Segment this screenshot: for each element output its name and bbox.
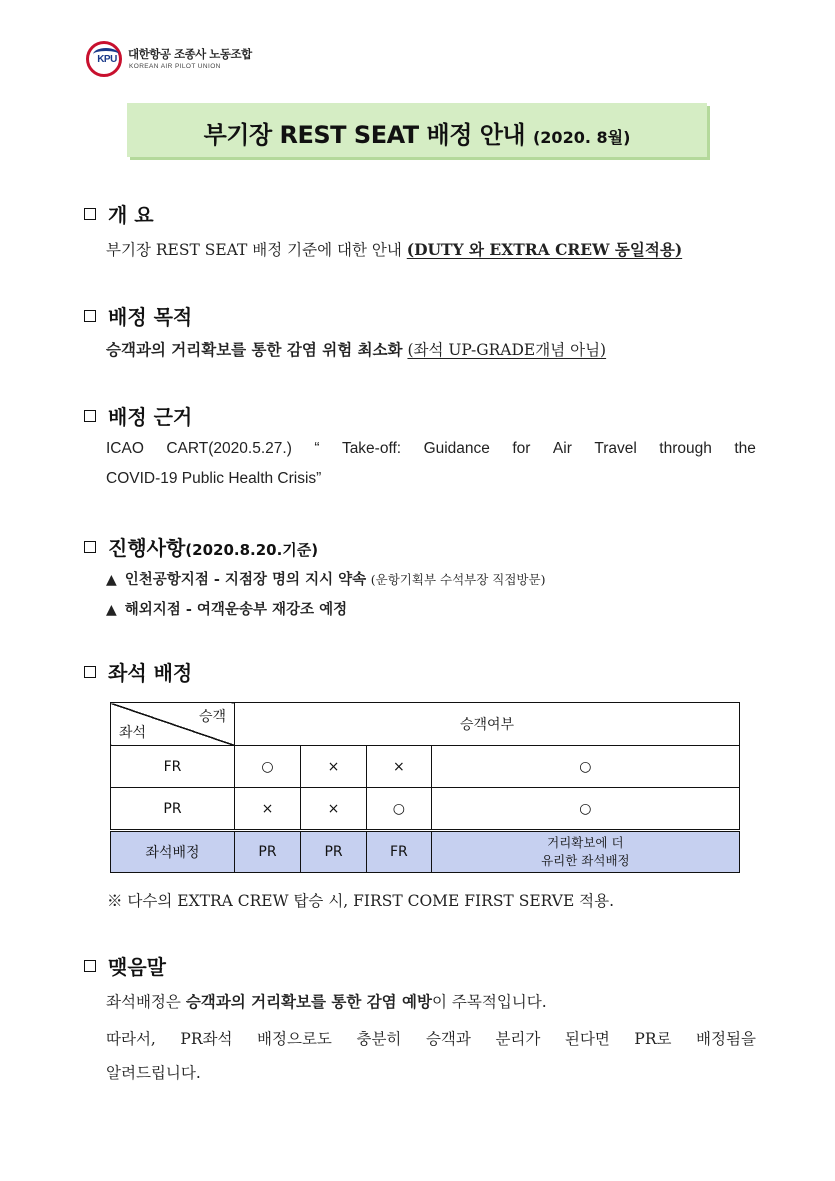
word: ICAO	[106, 440, 144, 457]
corner-bottom-label: 좌석	[119, 725, 147, 741]
closing-emphasis: 승객과의 거리확보를 통한 감염 예방	[185, 992, 432, 1011]
progress-item	[106, 598, 347, 619]
assignment-row	[111, 831, 740, 873]
table-cell: ○	[367, 788, 432, 831]
table-cell: ×	[301, 788, 367, 831]
heading-text: 배정 목적	[108, 305, 193, 329]
overview-main: 부기장 REST SEAT 배정 기준에 대한 안내	[106, 241, 402, 259]
table-cell: ○	[431, 746, 739, 788]
row-label: FR	[111, 746, 235, 788]
closing-text: 좌석배정은	[106, 993, 181, 1011]
heading-text: 맺음말	[108, 955, 166, 979]
triangle-bullet-icon: ▲	[106, 602, 117, 618]
section-heading-progress	[84, 532, 318, 561]
corner-top-label: 승객	[198, 709, 226, 725]
cell-line: 유리한 좌석배정	[541, 853, 630, 868]
section-heading-basis	[84, 401, 192, 430]
section-heading-purpose	[84, 301, 192, 330]
heading-text: 진행사항	[108, 536, 186, 560]
closing-text: 이 주목적입니다.	[432, 993, 547, 1011]
closing-paragraph	[106, 1027, 756, 1083]
table-row	[111, 746, 740, 788]
word: 분리가	[495, 1030, 541, 1048]
word: 충분히	[356, 1030, 402, 1048]
progress-item-note: (운항기획부 수석부장 직접방문)	[370, 572, 546, 587]
word: CART(2020.5.27.)	[166, 440, 292, 457]
section-heading-seating	[84, 657, 192, 686]
closing-line-1	[106, 990, 547, 1012]
heading-text: 좌석 배정	[108, 661, 193, 685]
word: 따라서,	[106, 1030, 156, 1048]
progress-item	[106, 568, 545, 589]
closing-line-2	[106, 1027, 756, 1061]
section-heading-overview	[84, 199, 154, 228]
purpose-text	[106, 338, 606, 360]
row-label: 좌석배정	[111, 831, 235, 873]
word: Travel	[594, 440, 637, 457]
purpose-main: 승객과의 거리확보를 통한 감염 위험 최소화	[106, 340, 403, 359]
table-cell: ×	[301, 746, 367, 788]
word: Take-off:	[341, 440, 402, 457]
word: Air	[552, 440, 572, 457]
overview-emphasis: (DUTY 와 EXTRA CREW 동일적용)	[406, 240, 683, 259]
triangle-bullet-icon: ▲	[106, 572, 117, 588]
word: PR좌석	[180, 1030, 233, 1048]
table-header-row	[111, 703, 740, 746]
table-cell: PR	[235, 831, 301, 873]
table-corner-cell	[111, 703, 235, 746]
word: PR로	[634, 1030, 672, 1048]
table-header: 승객여부	[235, 703, 740, 746]
table-cell: PR	[301, 831, 367, 873]
purpose-note: (좌석 UP-GRADE개념 아님)	[407, 341, 607, 359]
table-cell: ○	[235, 746, 301, 788]
square-bullet-icon	[84, 541, 96, 553]
table-cell: ○	[431, 788, 739, 831]
table-cell: ×	[367, 746, 432, 788]
union-logo	[86, 41, 266, 81]
square-bullet-icon	[84, 410, 96, 422]
progress-item-text: 인천공항지점 - 지점장 명의 지시 약속	[124, 571, 367, 588]
square-bullet-icon	[84, 208, 96, 220]
seating-note: ※ 다수의 EXTRA CREW 탑승 시, FIRST COME FIRST SERVE 적용.	[107, 892, 615, 910]
heading-text: 개 요	[108, 203, 154, 227]
row-label: PR	[111, 788, 235, 831]
title-banner	[127, 103, 707, 157]
table-cell: FR	[367, 831, 432, 873]
closing-line-3: 알려드립니다.	[106, 1064, 201, 1082]
word: “	[314, 440, 320, 457]
word: 배정으로도	[257, 1030, 332, 1048]
logo-emblem	[86, 41, 122, 77]
word: for	[512, 440, 531, 457]
title-main: 부기장 REST SEAT 배정 안내	[203, 121, 526, 149]
heading-text: 배정 근거	[108, 405, 193, 429]
table-cell	[431, 831, 739, 873]
square-bullet-icon	[84, 960, 96, 972]
cell-line: 거리확보에 더	[547, 835, 624, 850]
word: 된다면	[564, 1030, 610, 1048]
basis-line-1	[106, 440, 756, 470]
section-heading-closing	[84, 951, 166, 980]
square-bullet-icon	[84, 666, 96, 678]
word: through	[659, 440, 712, 457]
progress-item-text: 해외지점 - 여객운송부 재강조 예정	[124, 601, 348, 618]
basis-line-2: COVID-19 Public Health Crisis”	[106, 470, 322, 487]
logo-mark: KPU	[97, 54, 117, 65]
word: Guidance	[423, 440, 490, 457]
logo-subtitle: KOREAN AIR PILOT UNION	[129, 63, 221, 70]
basis-text	[106, 440, 756, 488]
table-cell: ×	[235, 788, 301, 831]
document-title	[127, 115, 707, 150]
table-row	[111, 788, 740, 831]
heading-suffix: (2020.8.20.기준)	[185, 541, 319, 559]
word: 배정됨을	[696, 1030, 756, 1048]
seat-assignment-table	[110, 702, 740, 873]
title-date: (2020. 8월)	[532, 128, 631, 147]
overview-text	[106, 238, 682, 260]
logo-name: 대한항공 조종사 노동조합	[128, 47, 252, 61]
square-bullet-icon	[84, 310, 96, 322]
word: the	[734, 440, 756, 457]
word: 승객과	[425, 1030, 471, 1048]
